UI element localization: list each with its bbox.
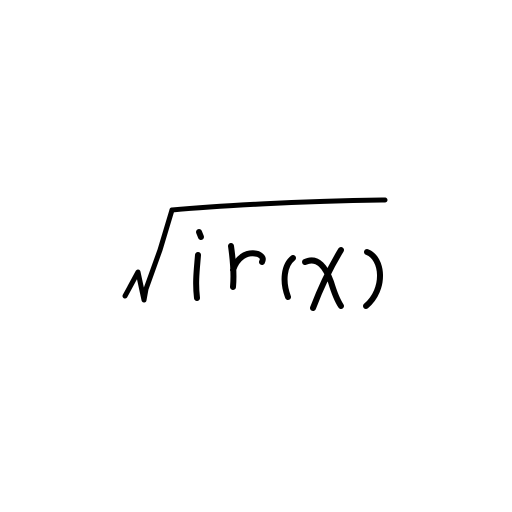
letter-i-dot — [199, 232, 201, 237]
letter-i-stem — [196, 255, 198, 298]
